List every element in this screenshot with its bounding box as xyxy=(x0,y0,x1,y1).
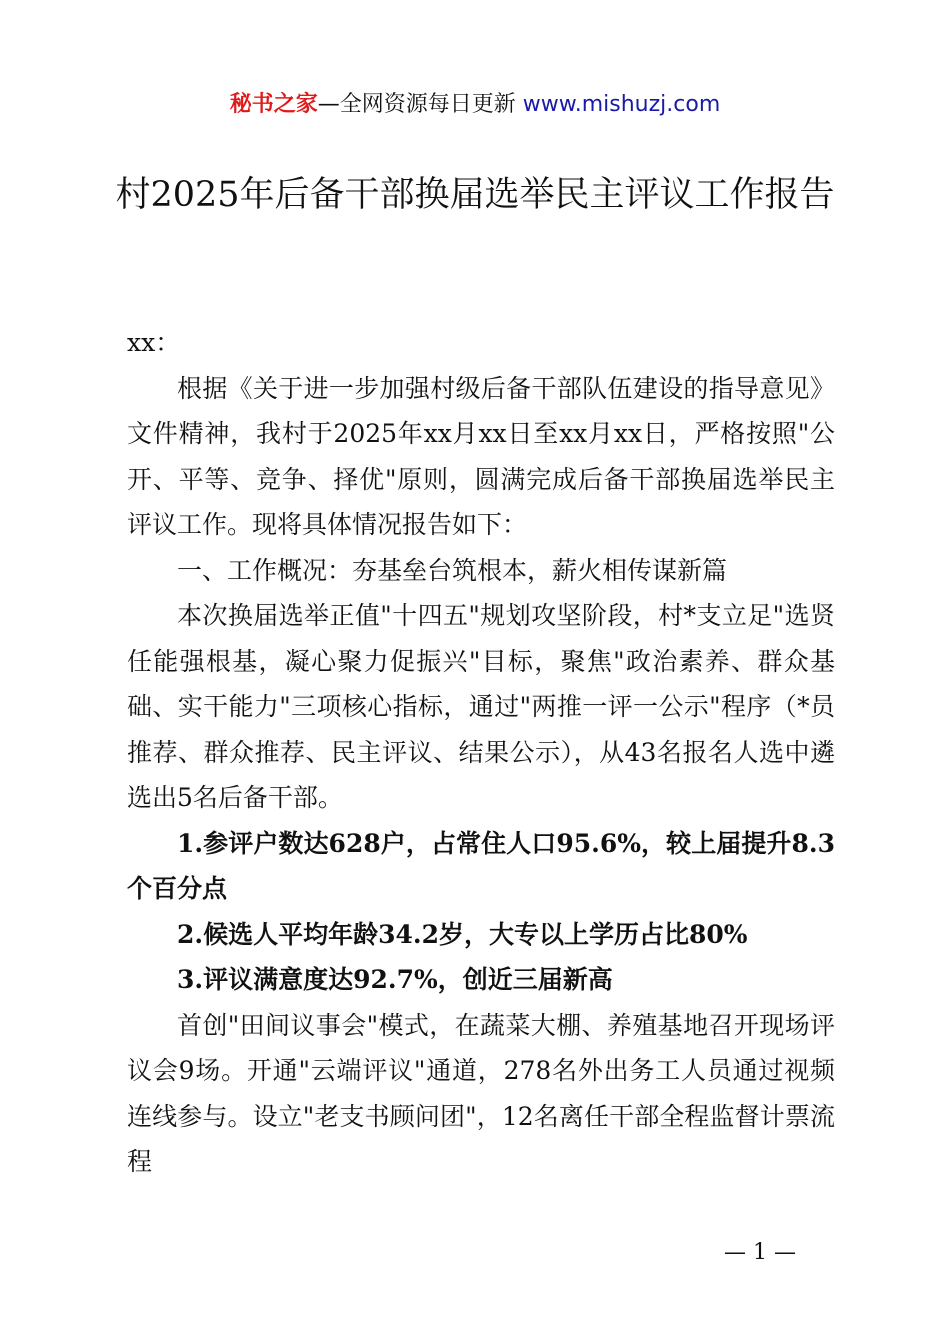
intro-paragraph: 根据《关于进一步加强村级后备干部队伍建设的指导意见》文件精神，我村于2025年xx月xx日至xx月xx日，严格按照"公开、平等、竞争、择优"原则，圆满完成后备干部换届选举民主评议工作。现将具体情况报告如下： xyxy=(127,373,835,539)
salutation: xx： xyxy=(127,328,181,357)
brand-name: 秘书之家 xyxy=(229,92,318,117)
site-banner xyxy=(0,88,950,122)
highlight-item: 3.评议满意度达92.7%，创近三届新高 xyxy=(177,965,613,994)
banner-slogan: —全网资源每日更新 xyxy=(317,92,523,117)
document-body xyxy=(127,320,835,1185)
document-title: 村2025年后备干部换届选举民主评议工作报告 xyxy=(115,175,835,215)
page-number: — 1 — xyxy=(724,1240,796,1265)
site-url[interactable]: www.mishuzj.com xyxy=(522,92,721,117)
highlight-item: 2.候选人平均年龄34.2岁，大专以上学历占比80% xyxy=(177,919,748,949)
section-heading: 一、工作概况：夯基垒台筑根本，薪火相传谋新篇 xyxy=(177,555,728,585)
innovation-paragraph: 首创"田间议事会"模式，在蔬菜大棚、养殖基地召开现场评议会9场。开通"云端评议"通道，278名外出务工人员通过视频连线参与。设立"老支书顾问团"，12名离任干部全程监督计票流程 xyxy=(127,1010,835,1176)
highlight-item: 1.参评户数达628户，占常住人口95.6%，较上届提升8.3个百分点 xyxy=(127,828,835,903)
overview-paragraph: 本次换届选举正值"十四五"规划攻坚阶段，村*支立足"选贤任能强根基，凝心聚力促振兴"目标，聚焦"政治素养、群众基础、实干能力"三项核心指标，通过"两推一评一公示"程序（*员推荐、群众推荐、民主评议、结果公示），从43名报名人选中遴选出5名后备干部。 xyxy=(127,601,835,812)
